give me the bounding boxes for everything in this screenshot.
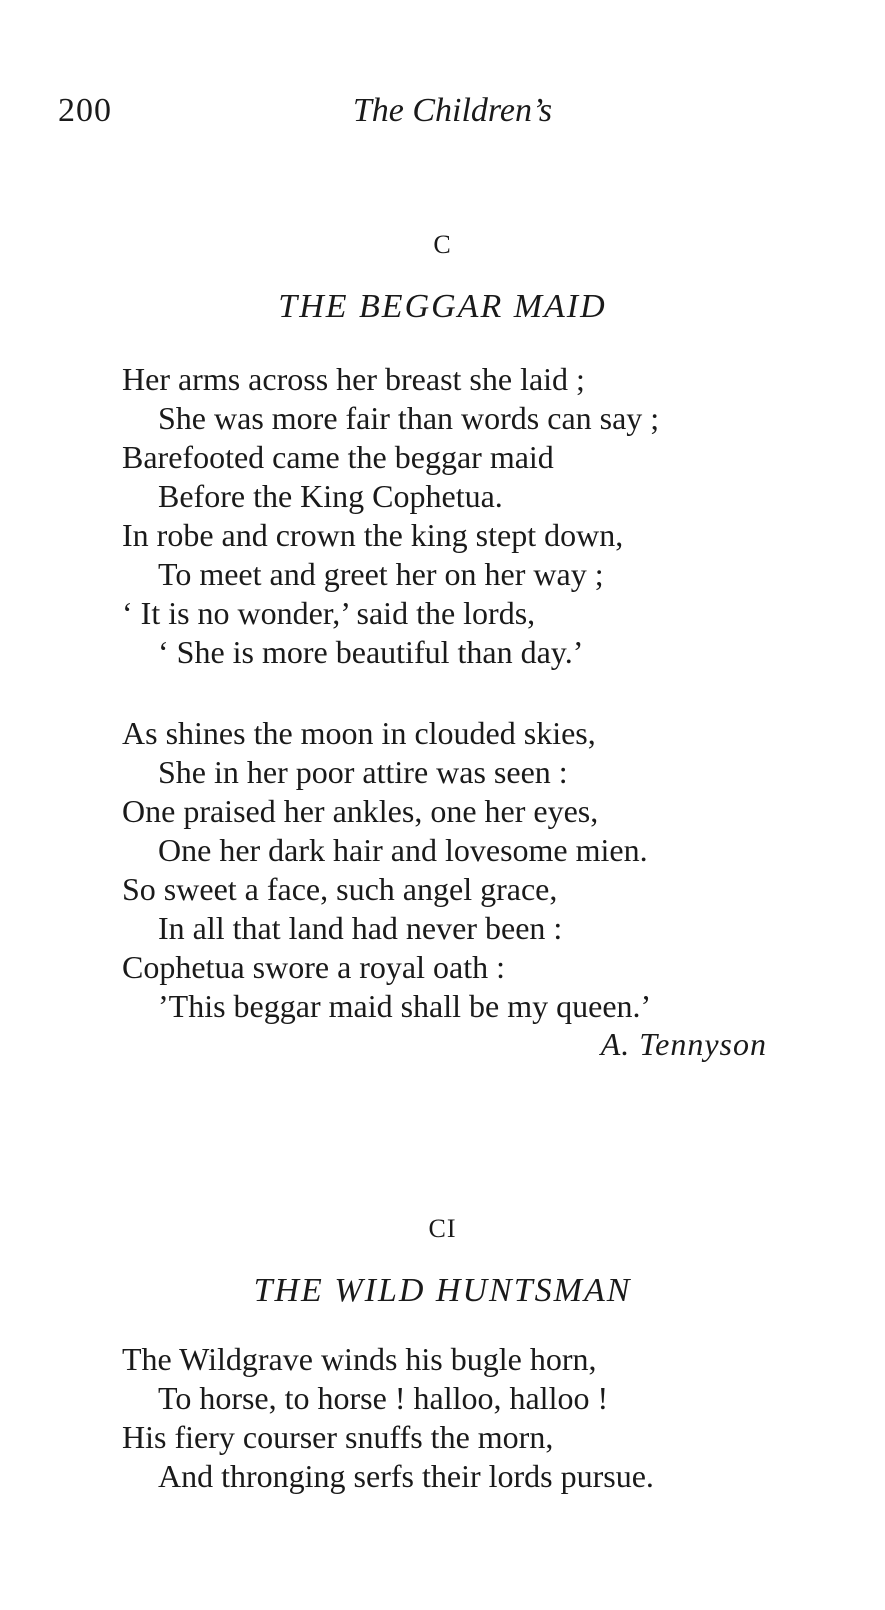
verse-line: And thronging serfs their lords pursue.: [158, 1458, 654, 1494]
verse-line: In all that land had never been :: [158, 910, 563, 946]
verse-line: Barefooted came the beggar maid: [122, 439, 554, 475]
verse-line: To meet and greet her on her way ;: [158, 556, 604, 592]
stanza: [122, 1340, 654, 1496]
verse-line: She was more fair than words can say ;: [158, 400, 660, 436]
verse-line: She in her poor attire was seen :: [158, 754, 568, 790]
verse-line: His fiery courser snuffs the morn,: [122, 1419, 554, 1455]
verse-line: In robe and crown the king stept down,: [122, 517, 624, 553]
poem-title: THE BEGGAR MAID: [278, 288, 607, 325]
page-number: 200: [58, 92, 112, 129]
running-title: The Children’s: [352, 92, 553, 129]
verse-line: To horse, to horse ! halloo, halloo !: [158, 1380, 609, 1416]
verse-line: As shines the moon in clouded skies,: [122, 715, 596, 751]
verse-line: Cophetua swore a royal oath :: [122, 949, 505, 985]
verse-line: Her arms across her breast she laid ;: [122, 361, 585, 397]
verse-line: ‘ She is more beautiful than day.’: [158, 634, 584, 670]
stanza: [122, 360, 659, 672]
poem-numeral: C: [433, 230, 452, 259]
poem-attribution: A. Tennyson: [600, 1026, 767, 1062]
stanza: [122, 714, 651, 1026]
verse-line: ‘ It is no wonder,’ said the lords,: [122, 595, 536, 631]
poem-numeral: CI: [428, 1214, 457, 1243]
poem-title: THE WILD HUNTSMAN: [253, 1272, 632, 1309]
verse-line: So sweet a face, such angel grace,: [122, 871, 558, 907]
verse-line: One her dark hair and lovesome mien.: [158, 832, 648, 868]
verse-line: The Wildgrave winds his bugle horn,: [122, 1341, 597, 1377]
verse-line: Before the King Cophetua.: [158, 478, 503, 514]
verse-line: ’This beggar maid shall be my queen.’: [158, 988, 652, 1024]
verse-line: One praised her ankles, one her eyes,: [122, 793, 599, 829]
